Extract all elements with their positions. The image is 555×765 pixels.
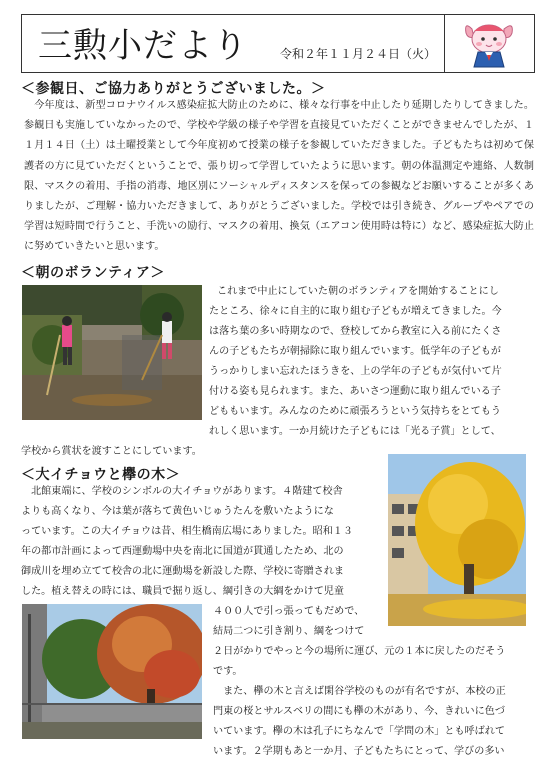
text-line: うっかりしまい忘れたほうきを、上の学年の子どもが気付いて片 [209,366,502,377]
text-line: 北館東端に、学校のシンボルの大イチョウがあります。４階建て校舎 [21,486,343,497]
section-heading-open-class: ＜参観日、ご協力ありがとうございました。＞ [21,81,326,97]
ginkgo-tree-photo [388,454,526,626]
text-line: んの子どもたちが朝掃除に取り組んでいます。低学年の子どもが [209,346,501,357]
text-line: 門東の桜とサルスベリの間にも欅の木があり、今、きれいに色づ [213,706,505,717]
newsletter-header [21,14,535,73]
text-line: よりも高くなり、今は葉が落ちて黄色いじゅうたんを敷いたようにな [21,506,334,517]
text-line: これまで中止にしていた朝のボランティアを開始することにし [217,286,499,297]
text-line: 付ける姿も見られます。また、あいさつ運動に取り組んでいる子 [209,386,501,397]
text-line: また、欅の木と言えば閑谷学校のものが有名ですが、本校の正 [213,686,506,697]
text-line: 学校から賞状を渡すことにしています。 [21,446,202,457]
zelkova-tree-photo [22,604,202,739]
issue-date: 令和２年１１月２４日（火） [279,47,436,61]
text-line: 御成川を埋め立てて校舎の北に運動場を新設した際、学校に寄贈されま [21,566,344,577]
text-line: ２日がかりでやっと今の場所に運び、元の１本に戻したのだそう [213,646,506,657]
text-line: は落ち葉の多い時期なので、登校してから教室に入る前にたくさ [209,326,502,337]
text-line: どももいます。みんなのために頑張ろうという気持ちをとてもう [209,406,501,417]
section-heading-trees: ＜大イチョウと欅の木＞ [21,467,181,483]
volunteer-cleaning-photo [22,285,202,420]
text-line: 結局二つに引き割り、綱をつけて [213,626,365,637]
text-line: います。２学期もあと一か月、子どもたちにとって、学びの多い [213,746,505,757]
title-box [22,15,445,72]
text-line: たところ、徐々に自主的に取り組む子どもが増えてきました。今 [209,306,502,317]
text-line: ４００人で引っ張ってもだめで、 [213,606,365,617]
text-line: っています。この大イチョウは昔、相生橋南広場にありました。昭和１３ [21,526,353,537]
text-line: れしく思います。一か月続けた子どもには「光る子賞」として、 [209,426,501,437]
section-body-open-class: 今年度は、新型コロナウイルス感染症拡大防止のために、様々な行事を中止したり延期したりしてきました。参観日も実施していなかったので、学校や学級の様子や学習を直接見ていただくことができませんでしたが、１１月１４日（土）は土曜授業として今年度初めて授業の様子を参観していただきました。子どもたちは初めて保護者の方に見ていただくということで、張り切って学習していたように思います。朝の体温測定や連絡、人数制限、マスクの着用、手指の消毒、地区別にソーシャルディスタンスを保っての参観などお願いすることが多くありましたが、ご理解・協力いただきまして、ありがとうございました。学校では引き続き、グループやペアでの学習は短時間で行うこと、手洗いの励行、マスクの着用、換気（エアコン使用時は特に）など、感染症拡大防止に努めていきたいと思います。 [24,100,534,253]
text-line: です。 [213,666,243,677]
text-line: した。植え替えの時には、職員で掘り返し、綱引きの大綱をかけて児童 [21,586,344,597]
section-heading-volunteer: ＜朝のボランティア＞ [21,265,165,281]
newsletter-title: 三勲小だより [38,26,248,66]
text-line: いています。欅の木は孔子にちなんで「学問の木」とも呼ばれて [213,726,505,737]
text-line: 年の都市計画によって西運動場中央を南北に国道が貫通したため、北の [21,546,344,557]
school-mascot-icon [458,19,522,69]
